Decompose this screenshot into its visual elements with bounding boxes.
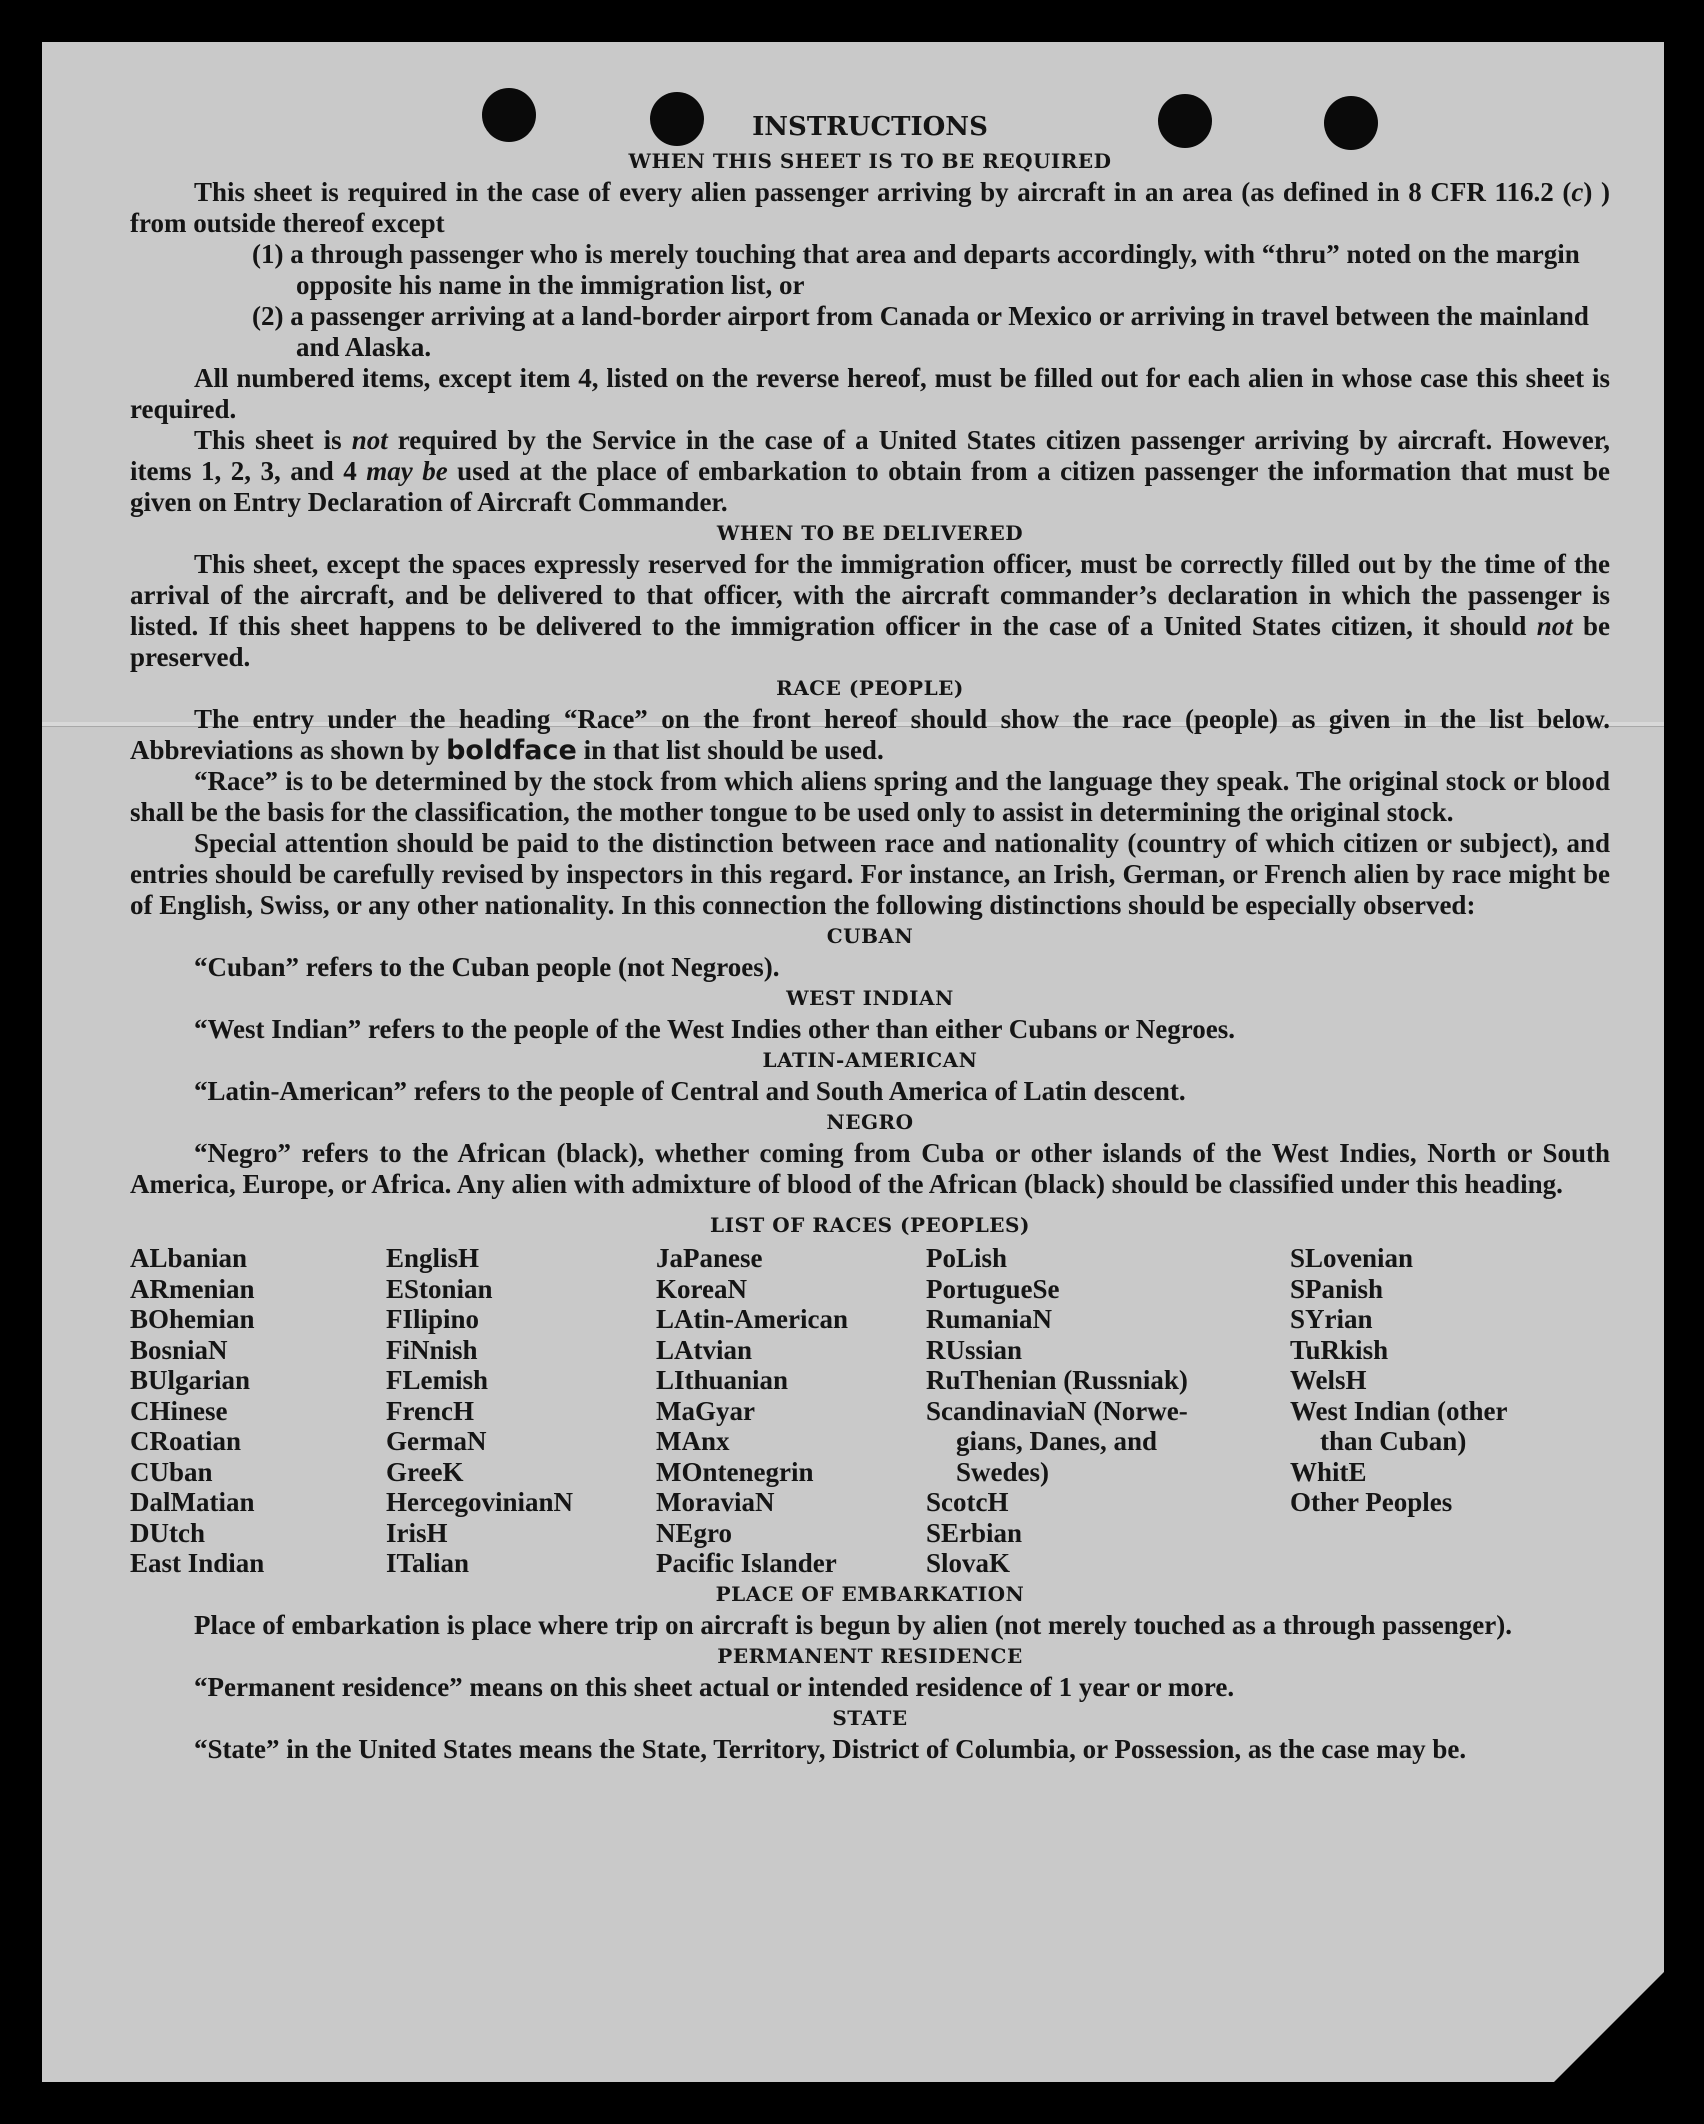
race-entry: JaPanese [656,1243,763,1273]
instructions-body [130,108,1610,1765]
race-entry: FIlipino [386,1304,480,1334]
text-italic: not [351,425,388,455]
paragraph: Special attention should be paid to the distinction between race and nationality (country of which citizen or subject), and entries should be carefully revised by inspectors in this regard. For instance, an Irish, German, or French alien by race might be of English, Swiss, or any other nationality. In this connection the following distinctions should be especially observed: [130,828,1610,920]
race-entry: EStonian [386,1273,493,1304]
race-entry: IrisH [386,1517,448,1548]
section-heading: CUBAN [826,924,914,948]
text: ) ) from outside thereof except [130,177,1610,238]
race-entry: SLovenian [1290,1243,1414,1273]
race-entry: GreeK [386,1456,464,1487]
race-entry: LAtvian [656,1334,753,1365]
paragraph: “West Indian” refers to the people of the West Indies other than either Cubans or Negroes. [194,1014,1236,1044]
race-entry: ScandinaviaN (Norwe- [926,1395,1188,1426]
paragraph: “Permanent residence” means on this sheet actual or intended residence of 1 year or more. [194,1671,1235,1702]
list-item: (1) a through passenger who is merely touching that area and departs accordingly, with “thru” noted on the margin opposite his name in the immigration list, or [252,239,1580,300]
race-entry: NEgro [656,1517,733,1548]
race-entry: MOntenegrin [656,1456,814,1487]
race-entry: CUban [130,1456,213,1487]
section-heading: LIST OF RACES (PEOPLES) [710,1213,1030,1237]
text: required by the Service in the case of a United States citizen passenger arriving by aircraft. However, items 1, 2, 3, and 4 [130,425,1611,486]
text-italic: c [1571,177,1584,207]
race-entry: HercegovinianN [386,1487,573,1517]
races-column [1290,1243,1590,1579]
race-entry: ARmenian [130,1273,255,1304]
section-heading: WHEN TO BE DELIVERED [716,521,1024,545]
races-column [386,1243,656,1579]
text: This sheet is [194,425,352,455]
race-entry: KoreaN [656,1273,747,1304]
text-boldface: boldface [446,735,577,766]
races-column [130,1243,386,1579]
paragraph [130,549,1610,673]
race-entry: SYrian [1290,1304,1373,1334]
document-sheet [42,42,1664,2082]
paragraph: “Negro” refers to the African (black), whether coming from Cuba or other islands of the West Indies, North or South America, Europe, or Africa. Any alien with admixture of blood of the African (black) should be classified under this heading. [130,1138,1610,1199]
race-entry: ScotcH [926,1487,1009,1517]
text: be preserved. [130,611,1611,672]
race-entry: LIthuanian [656,1365,789,1395]
paragraph: Place of embarkation is place where trip on aircraft is begun by alien (not merely touched as a through passenger). [194,1609,1512,1640]
race-entry: ITalian [386,1548,470,1578]
paragraph [130,425,1610,518]
paragraph: “Race” is to be determined by the stock from which aliens spring and the language they speak. The original stock or blood shall be the basis for the classification, the mother tongue to be used only to assist in determining the original stock. [130,766,1610,827]
race-entry: PortugueSe [926,1273,1060,1304]
race-entry: RuThenian (Russniak) [926,1365,1188,1395]
race-entry: DalMatian [130,1487,255,1517]
section-heading: RACE (PEOPLE) [776,676,964,700]
race-entry: CHinese [130,1395,228,1426]
race-entry: FLemish [386,1365,489,1395]
section-heading: STATE [832,1705,908,1730]
race-entry: EnglisH [386,1243,480,1273]
paragraph [130,704,1610,766]
section-heading: PERMANENT RESIDENCE [717,1643,1023,1668]
race-entry: MaGyar [656,1395,755,1426]
race-entry: SErbian [926,1517,1023,1548]
races-column [656,1243,926,1579]
race-entry: than Cuban) [1320,1426,1467,1456]
section-heading: PLACE OF EMBARKATION [715,1581,1025,1606]
race-entry: PoLish [926,1243,1008,1273]
list-item: (2) a passenger arriving at a land-border airport from Canada or Mexico or arriving in travel between the mainland and Alaska. [252,301,1589,362]
race-entry: RUssian [926,1334,1023,1365]
race-entry: FiNnish [386,1334,478,1365]
race-entry: ALbanian [130,1243,248,1273]
race-entry: Other Peoples [1290,1487,1453,1517]
text: This sheet, except the spaces expressly reserved for the immigration officer, must be correctly filled out by the time of the arrival of the aircraft, and be delivered to that officer, with the aircraft commander’s declaration in which the passenger is listed. If this sheet happens to be delivered to the immigration officer in the case of a United States citizen, it should [130,549,1610,641]
paragraph [130,177,1610,239]
race-entry: gians, Danes, and [956,1426,1158,1456]
race-entry: WelsH [1290,1365,1367,1395]
race-entry: BOhemian [130,1304,255,1334]
race-entry: LAtin-American [656,1304,848,1334]
race-entry: BUlgarian [130,1365,251,1395]
races-column [926,1243,1290,1579]
page-title: INSTRUCTIONS [752,112,988,142]
race-entry: West Indian (other [1290,1395,1508,1426]
paragraph: “State” in the United States means the State, Territory, District of Columbia, or Possession, as the case may be. [194,1733,1467,1764]
race-entry: TuRkish [1290,1334,1389,1365]
race-entry: MAnx [656,1426,730,1456]
race-entry: DUtch [130,1517,205,1548]
race-entry: East Indian [130,1548,265,1578]
paragraph: All numbered items, except item 4, listed on the reverse hereof, must be filled out for each alien in whose case this sheet is required. [130,363,1610,424]
race-entry: RumaniaN [926,1304,1053,1334]
race-entry: FrencH [386,1395,474,1426]
text-italic: not [1536,611,1573,641]
race-entry: SPanish [1290,1273,1384,1304]
race-entry: GermaN [386,1426,487,1456]
race-entry: WhitE [1290,1456,1367,1487]
section-heading: WHEN THIS SHEET IS TO BE REQUIRED [628,149,1112,173]
text: in that list should be used. [576,735,884,765]
race-entry: Swedes) [956,1456,1049,1487]
race-entry: BosniaN [130,1334,228,1365]
race-entry: Pacific Islander [656,1548,837,1578]
race-entry: CRoatian [130,1426,242,1456]
paragraph: “Cuban” refers to the Cuban people (not Negroes). [194,952,780,982]
races-list [130,1243,1610,1579]
text: This sheet is required in the case of every alien passenger arriving by aircraft in an area (as defined in 8 CFR 116.2 ( [194,177,1572,207]
text: used at the place of embarkation to obtain from a citizen passenger the information that must be given on Entry Declaration of Aircraft Commander. [130,456,1610,517]
section-heading: WEST INDIAN [786,986,954,1010]
text: The entry under the heading “Race” on the front hereof should show the race (people) as given in the list below. Abbreviations as shown by [130,704,1610,765]
section-heading: NEGRO [826,1110,914,1134]
race-entry: MoraviaN [656,1487,775,1517]
text-italic: may be [366,456,448,486]
section-heading: LATIN-AMERICAN [762,1048,978,1072]
race-entry: SlovaK [926,1548,1011,1578]
folded-corner [1554,1972,1664,2082]
paragraph: “Latin-American” refers to the people of Central and South America of Latin descent. [194,1076,1186,1106]
